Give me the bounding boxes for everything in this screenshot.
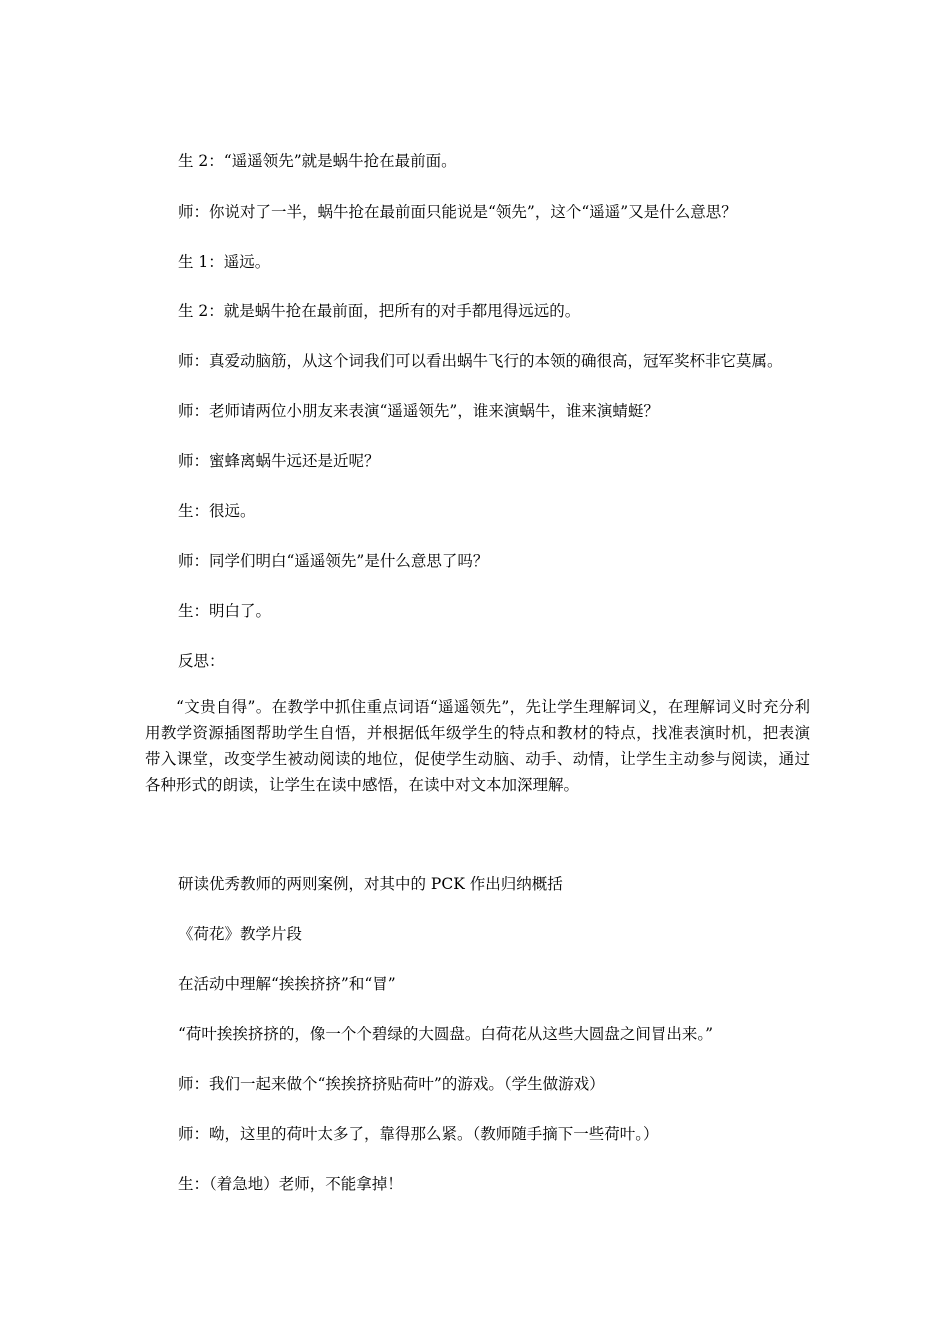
case-title: 《荷花》教学片段 xyxy=(178,925,303,943)
dialogue-line: 生：（着急地）老师，不能拿掉！ xyxy=(178,1175,403,1193)
text-quote: “荷叶挨挨挤挤的，像一个个碧绿的大圆盘。白荷花从这些大圆盘之间冒出来。” xyxy=(178,1025,714,1043)
dialogue-line: 生 1：遥远。 xyxy=(178,253,271,271)
dialogue-line: 生：明白了。 xyxy=(178,602,272,620)
dialogue-line: 生 2：“遥遥领先”就是蜗牛抢在最前面。 xyxy=(178,152,457,170)
dialogue-line: 师：我们一起来做个“挨挨挤挤贴荷叶”的游戏。（学生做游戏） xyxy=(178,1075,605,1093)
reflection-paragraph: “文贵自得”。在教学中抓住重点词语“遥遥领先”，先让学生理解词义，在理解词义时充分利用教学资源插图帮助学生自悟，并根据低年级学生的特点和教材的特点，找准表演时机，把表演带入课堂，改变学生被动阅读的地位，促使学生动脑、动手、动情，让学生主动参与阅读，通过各种形式的朗读，让学生在读中感悟，在读中对文本加深理解。 xyxy=(145,698,810,794)
dialogue-line: 师：呦，这里的荷叶太多了，靠得那么紧。（教师随手摘下一些荷叶。） xyxy=(178,1125,659,1143)
dialogue-line: 生 2：就是蜗牛抢在最前面，把所有的对手都甩得远远的。 xyxy=(178,302,581,320)
dialogue-line: 师：老师请两位小朋友来表演“遥遥领先”，谁来演蜗牛，谁来演蜻蜓？ xyxy=(178,402,659,420)
reflection-heading: 反思： xyxy=(178,652,225,670)
dialogue-line: 师：真爱动脑筋，从这个词我们可以看出蜗牛飞行的本领的确很高，冠军奖杯非它莫属。 xyxy=(178,352,783,370)
activity-heading: 在活动中理解“挨挨挤挤”和“冒” xyxy=(178,975,396,993)
dialogue-line: 师：同学们明白“遥遥领先”是什么意思了吗？ xyxy=(178,552,489,570)
dialogue-line: 生：很远。 xyxy=(178,502,256,520)
dialogue-line: 师：蜜蜂离蜗牛远还是近呢？ xyxy=(178,452,380,470)
section-instruction: 研读优秀教师的两则案例，对其中的 PCK 作出归纳概括 xyxy=(178,875,563,893)
dialogue-line: 师：你说对了一半，蜗牛抢在最前面只能说是“领先”，这个“遥遥”又是什么意思？ xyxy=(178,203,737,221)
